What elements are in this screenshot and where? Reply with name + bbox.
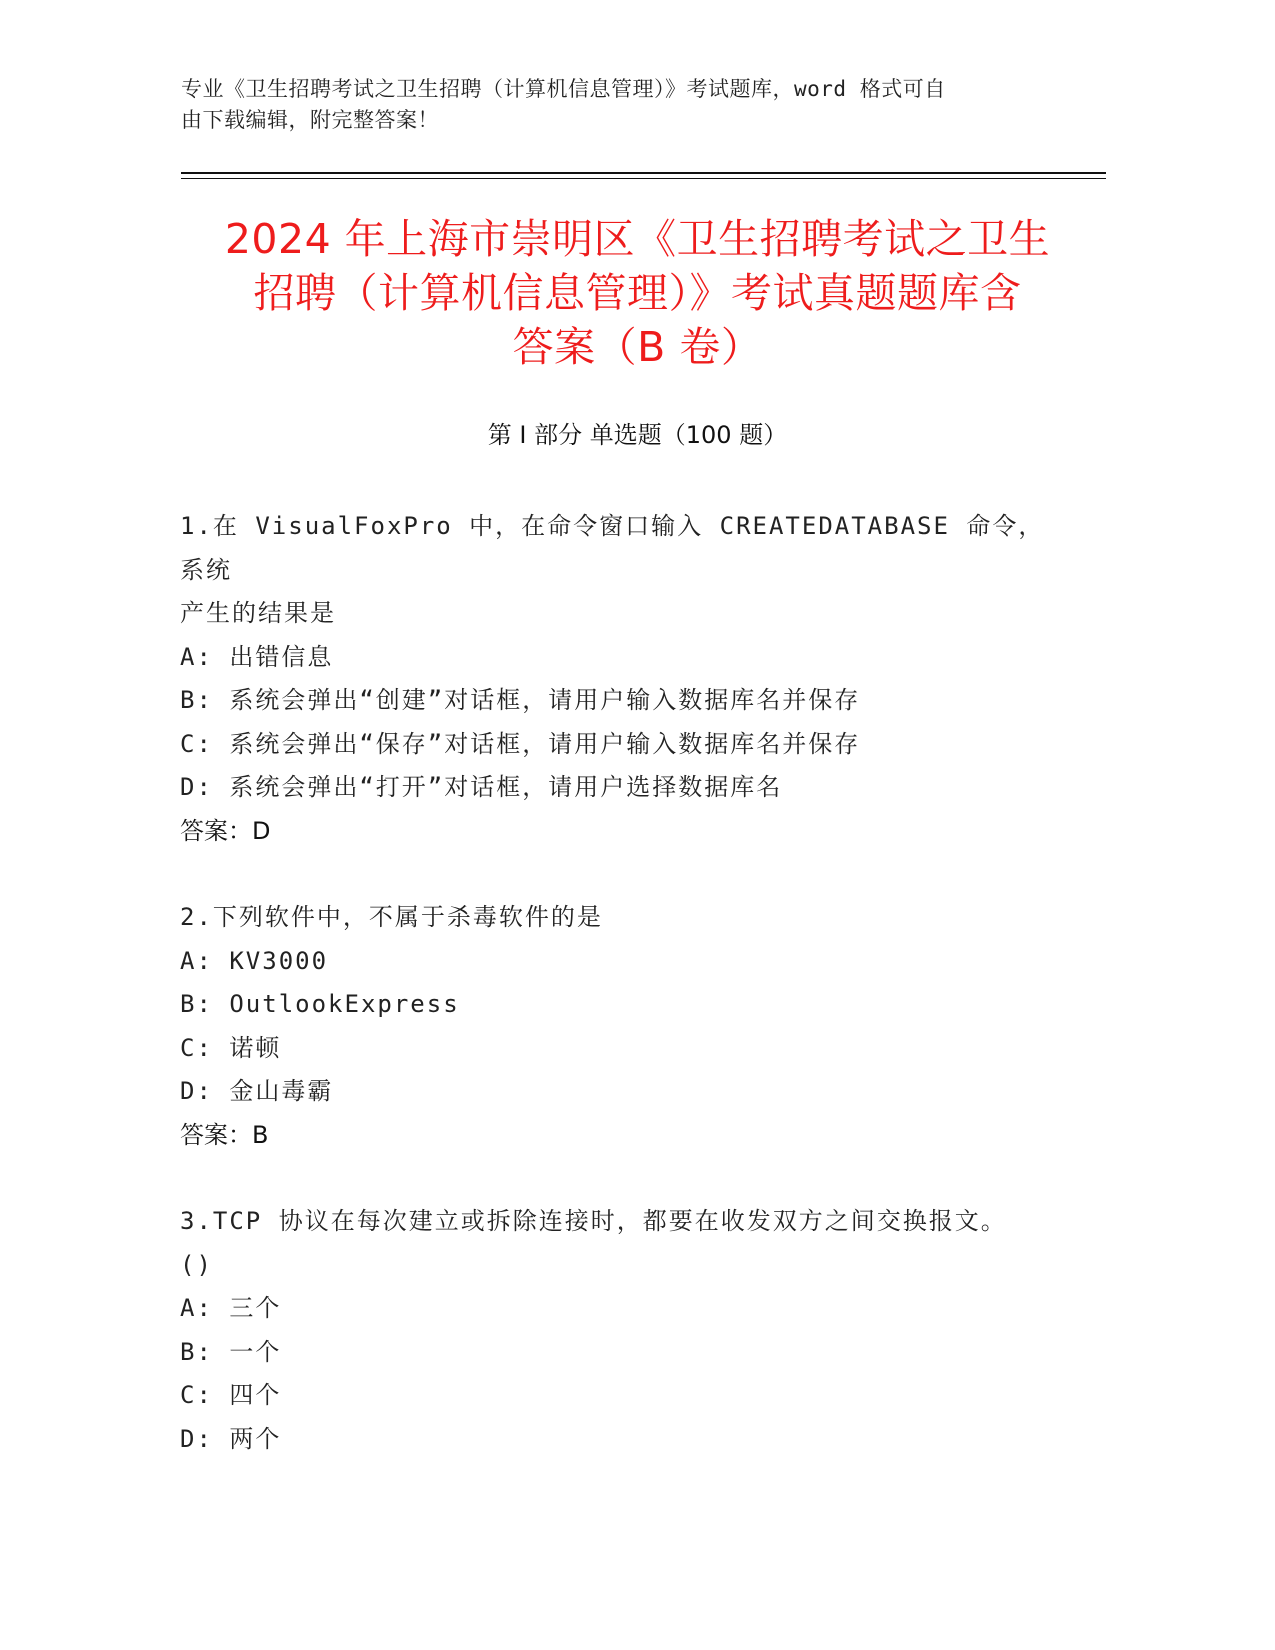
option-d: D: 系统会弹出“打开”对话框，请用户选择数据库名 [180, 773, 783, 801]
document-title [160, 212, 1115, 374]
option-d: D: 金山毒霸 [180, 1077, 334, 1105]
option-a: A: KV3000 [180, 946, 329, 975]
question-1 [180, 505, 1060, 853]
option-a: A: 三个 [180, 1294, 282, 1322]
question-stem: 3.TCP 协议在每次建立或拆除连接时，都要在收发双方之间交换报文。 [180, 1207, 1007, 1235]
header-note-line: 专业《卫生招聘考试之卫生招聘（计算机信息管理）》考试题库，word 格式可自 [181, 77, 946, 101]
title-line: 2024 年上海市崇明区《卫生招聘考试之卫生 [224, 215, 1051, 263]
title-line: 招聘（计算机信息管理）》考试真题题库含 [253, 269, 1022, 317]
header-rule-thin [181, 178, 1106, 179]
header-note-line: 由下载编辑，附完整答案！ [181, 108, 439, 132]
section-heading: 第 I 部分 单选题（100 题） [487, 421, 788, 449]
option-b: B: 系统会弹出“创建”对话框，请用户输入数据库名并保存 [180, 686, 861, 714]
question-2 [180, 896, 1060, 1157]
question-stem: () [180, 1250, 213, 1279]
question-stem: 产生的结果是 [180, 599, 336, 627]
question-stem: 2.下列软件中，不属于杀毒软件的是 [180, 903, 603, 931]
option-c: C: 系统会弹出“保存”对话框，请用户输入数据库名并保存 [180, 729, 861, 758]
question-stem: 1.在 VisualFoxPro 中，在命令窗口输入 CREATEDATABASE 命令，系统 [180, 512, 1045, 584]
header-note [181, 74, 1041, 136]
option-a: A: 出错信息 [180, 642, 334, 671]
option-b: B: 一个 [180, 1337, 282, 1366]
option-d: D: 两个 [180, 1424, 282, 1453]
option-b: B: OutlookExpress [180, 990, 460, 1018]
question-list [180, 505, 1060, 1504]
answer-line: 答案：D [180, 816, 271, 845]
question-3 [180, 1200, 1060, 1461]
title-line: 答案（B 卷） [512, 323, 763, 371]
option-c: C: 诺顿 [180, 1033, 282, 1062]
option-c: C: 四个 [180, 1381, 282, 1409]
answer-line: 答案：B [180, 1120, 269, 1149]
header-rule-thick [181, 172, 1106, 174]
